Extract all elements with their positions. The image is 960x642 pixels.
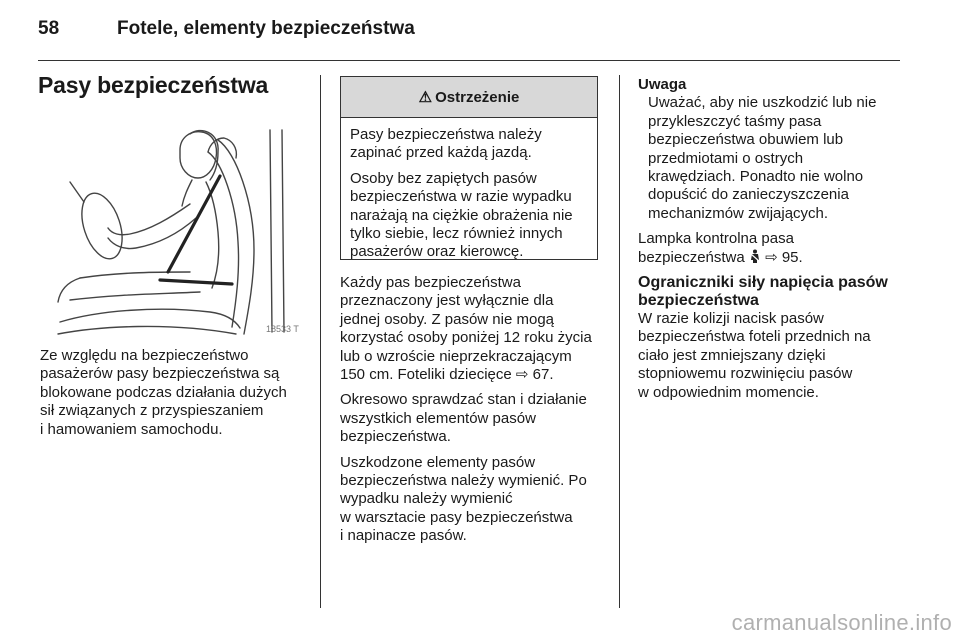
text-line: mechanizmów zwijających. — [648, 204, 829, 222]
middle-paragraph-3 — [340, 454, 615, 546]
left-paragraph — [40, 347, 315, 439]
text-line: bezpieczeństwa w razie wypadku — [350, 188, 572, 206]
text-line: wypadku należy wymienić — [340, 490, 513, 508]
text-line: w odpowiednim momencie. — [638, 383, 819, 401]
text-line: w warsztacie pasy bezpieczeństwa — [340, 508, 573, 526]
warning-box — [340, 76, 598, 260]
text-line: pasażerów pasy bezpieczeństwa są — [40, 365, 280, 383]
column-divider-2 — [619, 75, 620, 608]
text-line: lub o wzroście nieprzekraczającym — [340, 347, 572, 365]
seatbelt-illustration — [40, 122, 302, 340]
warning-paragraph-1 — [350, 126, 588, 163]
text-line: Każdy pas bezpieczeństwa — [340, 274, 521, 291]
warning-icon: ⚠ — [418, 89, 433, 106]
text-line: pasażerów oraz kierowcę. — [350, 243, 524, 261]
warning-paragraph-2 — [350, 170, 588, 262]
text-line: Osoby bez zapiętych pasów — [350, 169, 537, 187]
column-divider-1 — [320, 75, 321, 608]
text-line: ciało jest zmniejszany dzięki — [638, 346, 826, 364]
figure-code: 18533 T — [266, 324, 299, 334]
text-line: W razie kolizji nacisk pasów — [638, 310, 824, 328]
warning-header — [341, 77, 597, 118]
text-line: przeznaczony jest wyłącznie dla — [340, 292, 554, 310]
text-line: bezpieczeństwa — [638, 292, 759, 310]
text-line: Uszkodzone elementy pasów — [340, 453, 536, 471]
text-line: dopuścić do zanieczyszczenia — [648, 186, 849, 204]
section-heading: Pasy bezpieczeństwa — [38, 72, 269, 98]
header-divider — [38, 60, 900, 61]
text-line: jednej osoby. Z pasów nie mogą — [340, 310, 555, 328]
page-number: 58 — [38, 18, 60, 39]
text-line: przykleszczyć taśmy pasa — [648, 112, 822, 130]
text-line: stopniowemu rozwinięciu pasów — [638, 365, 853, 383]
text-line: sił związanych z przyspieszaniem — [40, 402, 264, 420]
text-line: i hamowaniem samochodu. — [40, 420, 223, 438]
text-line: bezpieczeństwa należy wymienić. Po — [340, 472, 587, 490]
seatbelt-warning-icon — [749, 249, 761, 264]
text-line: przedmiotami o ostrych — [648, 149, 804, 167]
text-line: Uważać, aby nie uszkodzić lub nie — [648, 94, 877, 112]
text-line: blokowane podczas działania dużych — [40, 383, 287, 401]
page-reference-link[interactable]: ⇨ 95. — [765, 248, 803, 266]
lamp-paragraph — [638, 230, 900, 267]
watermark: carmanualsonline.info — [731, 610, 952, 635]
middle-paragraph-1 — [340, 274, 615, 384]
text-line: krawędziach. Ponadto nie wolno — [648, 168, 864, 186]
right-column — [638, 76, 900, 409]
text-line: zapinać przed każdą jazdą. — [350, 144, 532, 162]
text-line: Ze względu na bezpieczeństwo — [40, 347, 249, 364]
note-paragraph — [638, 94, 900, 223]
text-line: bezpieczeństwa foteli przednich na — [638, 328, 871, 346]
text-line: Ograniczniki siły napięcia pasów — [638, 274, 888, 292]
middle-text — [340, 274, 615, 553]
warning-title: Ostrzeżenie — [435, 88, 520, 106]
middle-paragraph-2 — [340, 391, 615, 446]
text-line: bezpieczeństwa. — [340, 428, 451, 446]
text-line: bezpieczeństwa — [638, 248, 745, 266]
note-title: Uwaga — [638, 76, 687, 93]
subsection-heading — [638, 274, 900, 310]
text-line: Pasy bezpieczeństwa należy — [350, 126, 542, 143]
text-line: bezpieczeństwa obuwiem lub — [648, 131, 844, 149]
text-line: narażają na ciężkie obrażenia nie — [350, 206, 573, 224]
text-line: Okresowo sprawdzać stan i działanie — [340, 391, 587, 409]
subsection-paragraph — [638, 310, 900, 402]
text-line: tylko siebie, lecz również innych — [350, 225, 563, 243]
text-line: Lampka kontrolna pasa — [638, 230, 794, 248]
text-line: i napinacze pasów. — [340, 527, 467, 545]
chapter-title: Fotele, elementy bezpieczeństwa — [117, 18, 415, 39]
text-line: 150 cm. Foteliki dziecięce ⇨ 67. — [340, 366, 554, 384]
text-line: korzystać osoby poniżej 12 roku życia — [340, 329, 592, 347]
text-line: wszystkich elementów pasów — [340, 409, 536, 427]
